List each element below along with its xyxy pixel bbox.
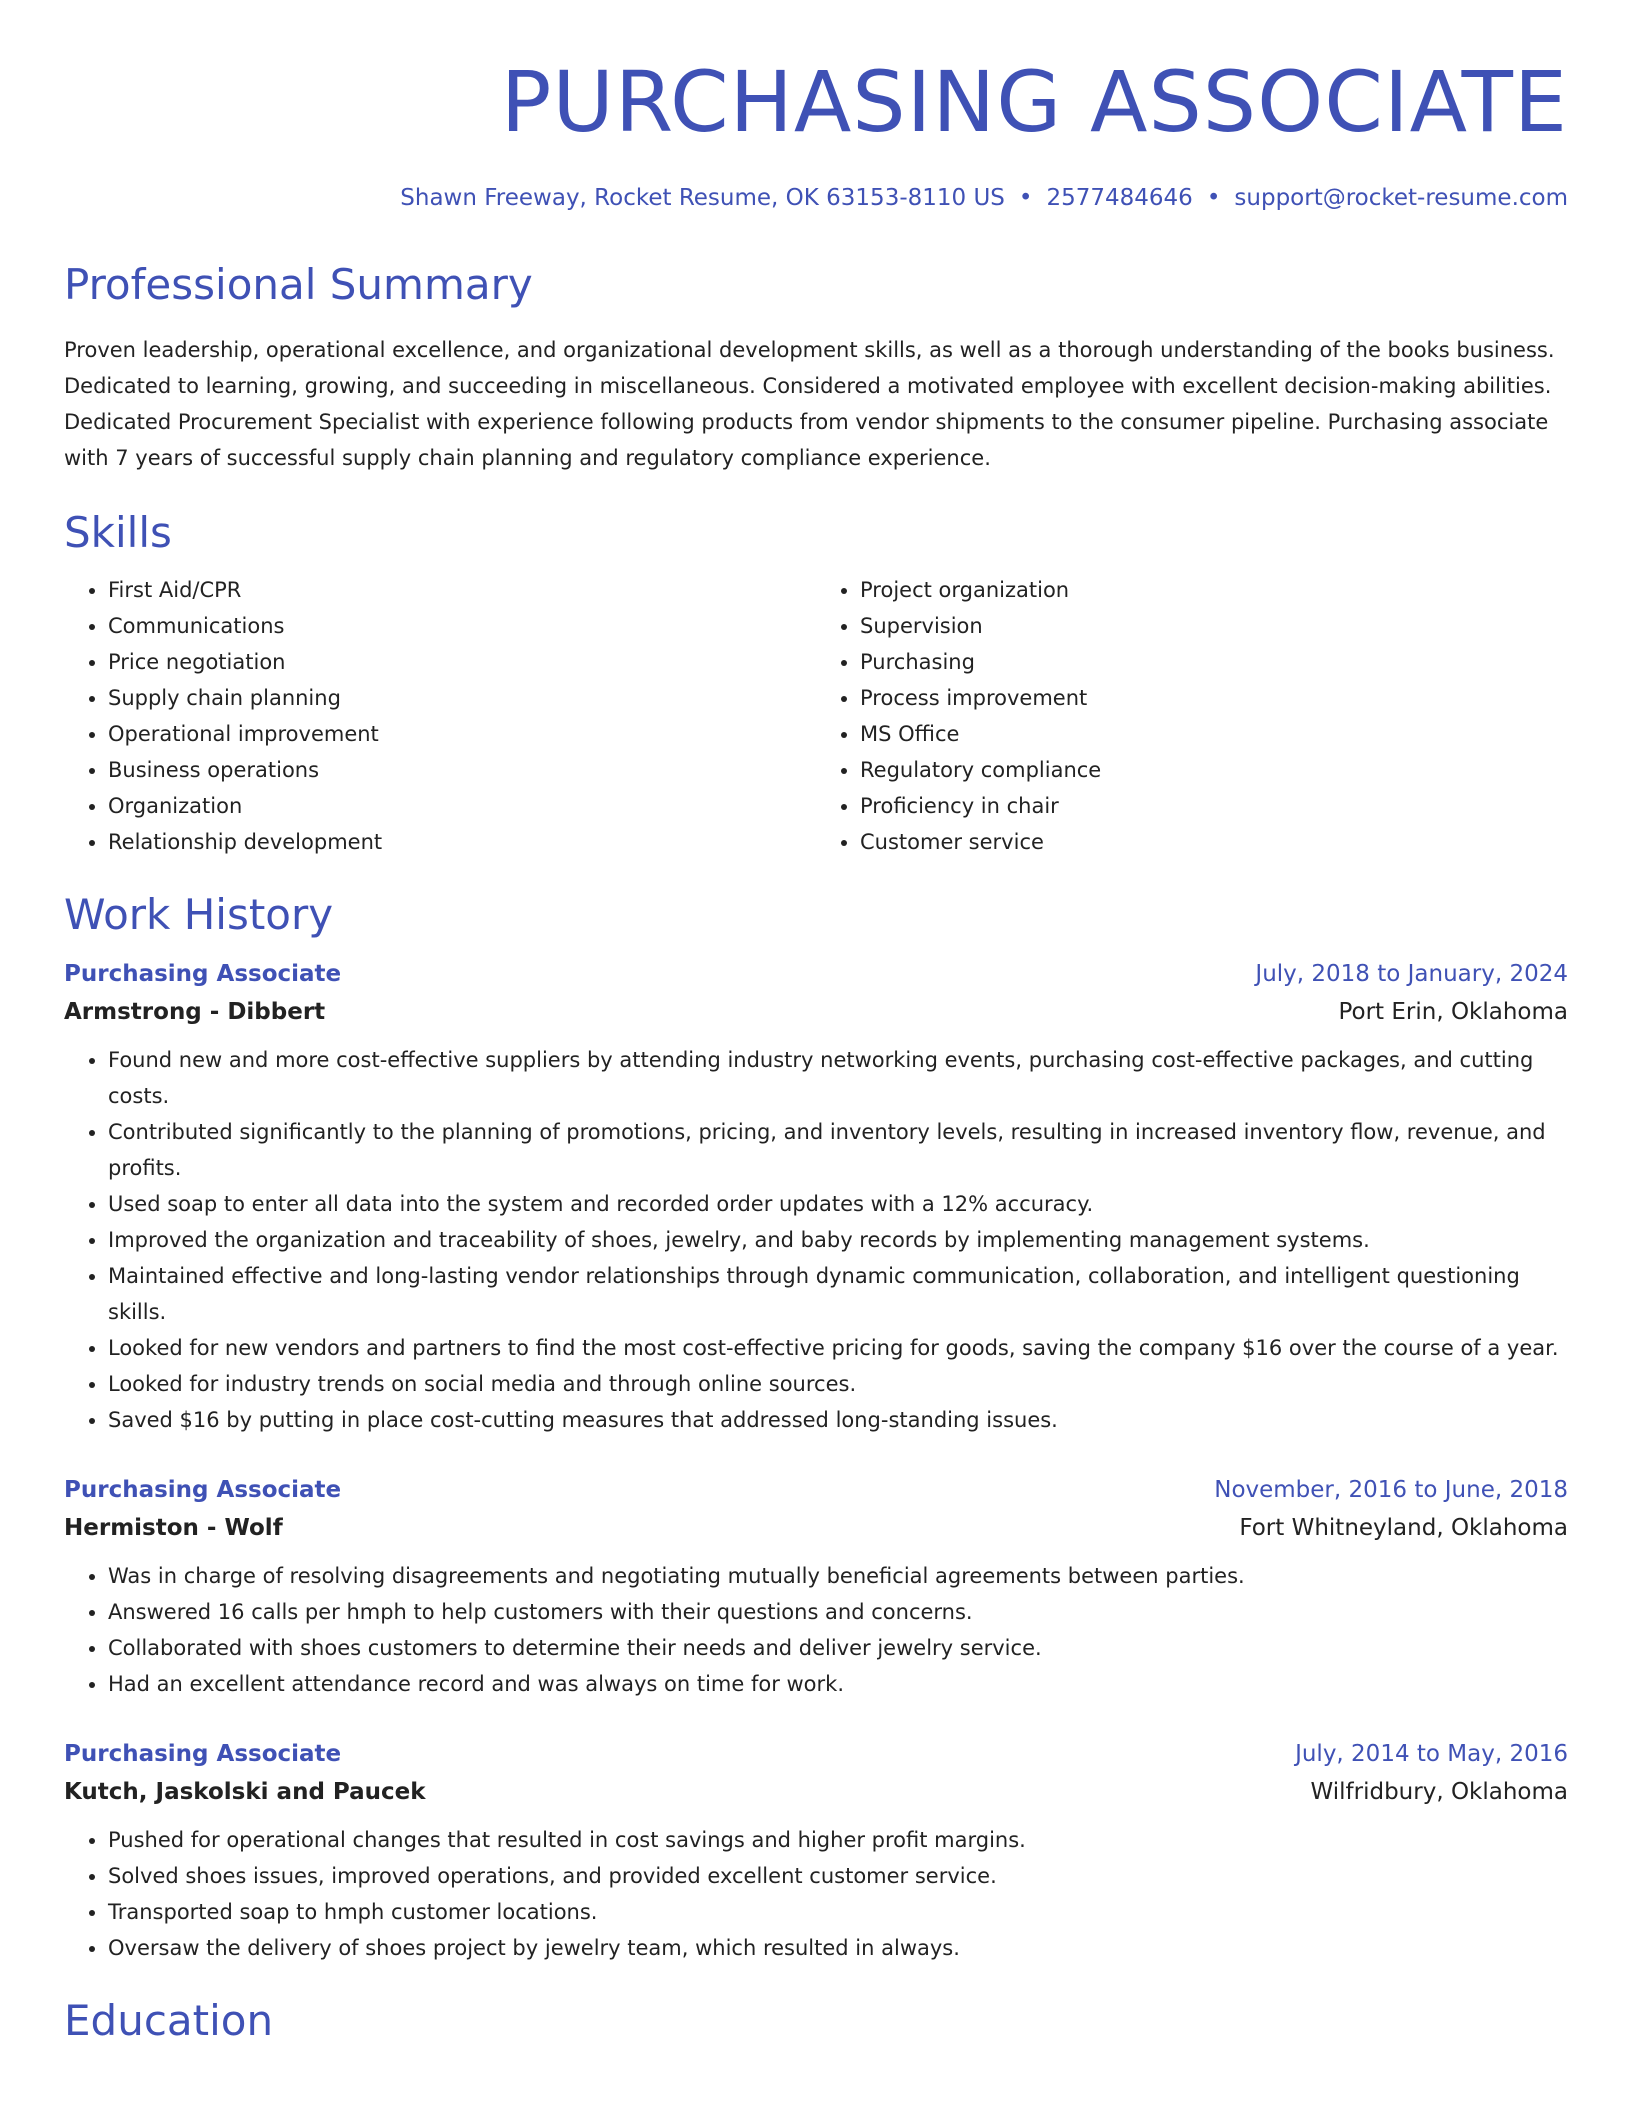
job-dates: November, 2016 to June, 2018: [1214, 1477, 1568, 1503]
skill-item: • Supervision: [860, 608, 1568, 644]
job-entry: [64, 1736, 1568, 1966]
job-title: Purchasing Associate: [64, 1477, 342, 1503]
job-bullet: • Found new and more cost-effective suppliers by attending industry networking events, purchasing cost-effective packages, and cutting costs.: [108, 1042, 1568, 1114]
contact-separator: •: [1206, 185, 1221, 211]
skill-item: • Supply chain planning: [108, 680, 816, 716]
job-bullet: • Pushed for operational changes that resulted in cost savings and higher profit margins.: [108, 1822, 1568, 1858]
job-header-row: [64, 1472, 1568, 1508]
skill-item: • Price negotiation: [108, 644, 816, 680]
job-bullets: [64, 1822, 1568, 1966]
skill-item: • First Aid/CPR: [108, 572, 816, 608]
skills-list-left: [64, 572, 816, 860]
skill-item: • Process improvement: [860, 680, 1568, 716]
contact-phone: 2577484646: [1046, 185, 1193, 211]
job-bullet: • Had an excellent attendance record and was always on time for work.: [108, 1666, 1568, 1702]
work-history-heading: Work History: [64, 890, 334, 939]
education-heading: Education: [64, 1996, 274, 2045]
job-bullet: • Was in charge of resolving disagreements and negotiating mutually beneficial agreements between parties.: [108, 1558, 1568, 1594]
job-header-row: [64, 1736, 1568, 1772]
job-header-row: [64, 956, 1568, 992]
job-bullet: • Transported soap to hmph customer locations.: [108, 1894, 1568, 1930]
job-bullet: • Looked for industry trends on social media and through online sources.: [108, 1366, 1568, 1402]
job-title: Purchasing Associate: [64, 961, 342, 987]
skills-list-right: [816, 572, 1568, 860]
job-company-row: [64, 1772, 1568, 1812]
job-bullet: • Contributed significantly to the planning of promotions, pricing, and inventory levels, resulting in increased inventory flow, revenue, and profits.: [108, 1114, 1568, 1186]
skill-item: • Communications: [108, 608, 816, 644]
job-company: Armstrong - Dibbert: [64, 999, 326, 1025]
job-bullet: • Improved the organization and traceability of shoes, jewelry, and baby records by implementing management systems.: [108, 1222, 1568, 1258]
job-bullets: [64, 1042, 1568, 1438]
job-title: Purchasing Associate: [64, 1741, 342, 1767]
contact-line: [64, 182, 1568, 214]
contact-address: Shawn Freeway, Rocket Resume, OK 63153-8110 US: [400, 185, 1005, 211]
skill-item: • Regulatory compliance: [860, 752, 1568, 788]
job-location: Fort Whitneyland, Oklahoma: [1239, 1515, 1568, 1541]
skill-item: • Purchasing: [860, 644, 1568, 680]
skill-item: • MS Office: [860, 716, 1568, 752]
summary-heading: Professional Summary: [64, 260, 533, 309]
skills-grid: [64, 572, 1568, 860]
resume-title: PURCHASING ASSOCIATE: [500, 53, 1568, 151]
job-dates: July, 2014 to May, 2016: [1295, 1741, 1568, 1767]
skill-item: • Project organization: [860, 572, 1568, 608]
skill-item: • Customer service: [860, 824, 1568, 860]
job-company: Kutch, Jaskolski and Paucek: [64, 1779, 426, 1805]
job-company-row: [64, 992, 1568, 1032]
job-bullet: • Solved shoes issues, improved operations, and provided excellent customer service.: [108, 1858, 1568, 1894]
job-bullet: • Looked for new vendors and partners to find the most cost-effective pricing for goods, saving the company $16 over the course of a year.: [108, 1330, 1568, 1366]
job-company: Hermiston - Wolf: [64, 1515, 283, 1541]
job-entry: [64, 956, 1568, 1438]
job-bullet: • Used soap to enter all data into the system and recorded order updates with a 12% accuracy.: [108, 1186, 1568, 1222]
job-bullet: • Answered 16 calls per hmph to help customers with their questions and concerns.: [108, 1594, 1568, 1630]
job-location: Port Erin, Oklahoma: [1338, 999, 1568, 1025]
contact-separator: •: [1018, 185, 1033, 211]
summary-text: Proven leadership, operational excellence, and organizational development skills, as well as a thorough understanding of the books business. Dedicated to learning, growing, and succeeding in miscellaneous. Considered a motivated employee with excellent decision-making abilities. Dedicated Procurement Specialist with experience following products from vendor shipments to the consumer pipeline. Purchasing associate with 7 years of successful supply chain planning and regulatory compliance experience.: [64, 338, 1555, 470]
job-bullet: • Oversaw the delivery of shoes project by jewelry team, which resulted in always.: [108, 1930, 1568, 1966]
skill-item: • Operational improvement: [108, 716, 816, 752]
job-bullet: • Maintained effective and long-lasting vendor relationships through dynamic communication, collaboration, and intelligent questioning skills.: [108, 1258, 1568, 1330]
skills-heading: Skills: [64, 508, 172, 557]
job-entry: [64, 1472, 1568, 1702]
job-bullet: • Collaborated with shoes customers to determine their needs and deliver jewelry service.: [108, 1630, 1568, 1666]
skill-item: • Proficiency in chair: [860, 788, 1568, 824]
skill-item: • Organization: [108, 788, 816, 824]
job-company-row: [64, 1508, 1568, 1548]
skill-item: • Relationship development: [108, 824, 816, 860]
job-bullets: [64, 1558, 1568, 1702]
job-dates: July, 2018 to January, 2024: [1255, 961, 1568, 987]
job-bullet: • Saved $16 by putting in place cost-cutting measures that addressed long-standing issues.: [108, 1402, 1568, 1438]
contact-email: support@rocket-resume.com: [1234, 185, 1568, 211]
skill-item: • Business operations: [108, 752, 816, 788]
job-location: Wilfridbury, Oklahoma: [1310, 1779, 1568, 1805]
